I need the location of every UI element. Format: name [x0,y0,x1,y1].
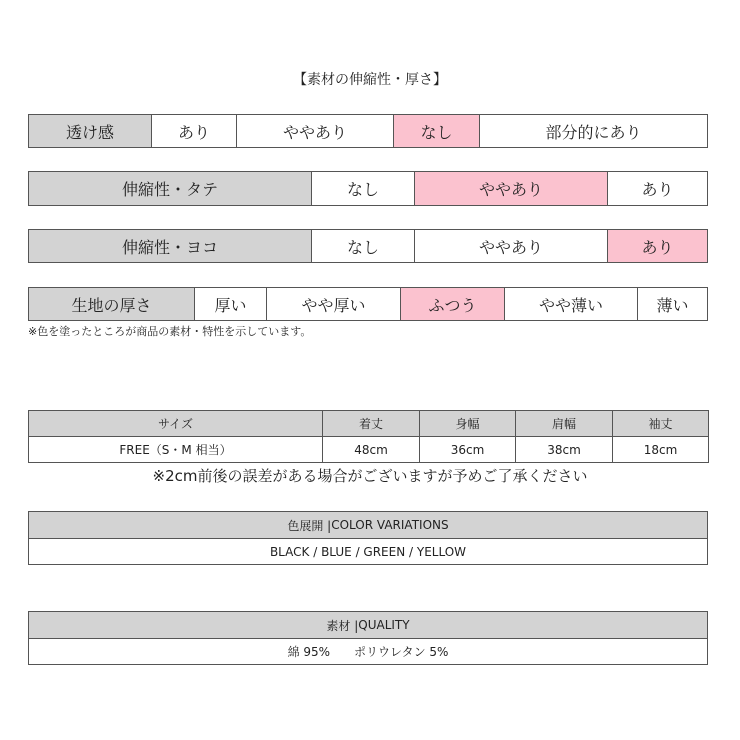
header-shoulder: 肩幅 [516,411,613,437]
option-cell: 厚い [194,288,266,320]
size-table-header-row [29,411,709,437]
cell-width: 36cm [420,437,516,463]
option-cell: やや厚い [266,288,400,320]
cell-size: FREE（S・M 相当） [29,437,323,463]
attribute-row-stretch-vertical [28,171,708,206]
color-variations-box [28,511,708,565]
row-label: 透け感 [29,115,151,147]
option-cell-selected: ふつう [400,288,504,320]
legend-note: ※色を塗ったところが商品の素材・特性を示しています。 [28,325,312,338]
quality-value: 綿 95% ポリウレタン 5% [29,639,707,664]
row-label: 生地の厚さ [29,288,194,320]
header-size: サイズ [29,411,323,437]
table-row [29,437,709,463]
option-cell: 部分的にあり [479,115,707,147]
size-tolerance-note: ※2cm前後の誤差がある場合がございますが予めご了承ください [152,467,588,485]
attribute-row-transparency [28,114,708,148]
attribute-row-stretch-horizontal [28,229,708,263]
option-cell: なし [311,230,414,262]
option-cell-selected: あり [607,230,707,262]
header-sleeve: 袖丈 [613,411,709,437]
quality-header [29,612,707,639]
quality-box [28,611,708,665]
color-variations-header [29,512,707,539]
color-header-label: COLOR VARIATIONS [331,518,449,532]
row-label: 伸縮性・ヨコ [29,230,311,262]
row-label: 伸縮性・タテ [29,172,311,205]
option-cell: ややあり [414,230,607,262]
option-cell: 薄い [637,288,707,320]
header-width: 身幅 [420,411,516,437]
option-cell: あり [151,115,236,147]
header-length: 着丈 [323,411,420,437]
cell-sleeve: 18cm [613,437,709,463]
cell-shoulder: 38cm [516,437,613,463]
quality-header-label: QUALITY [358,618,410,632]
option-cell-selected: ややあり [414,172,607,205]
section-title: 【素材の伸縮性・厚さ】 [293,72,447,88]
quality-header-prefix: 素材 | [326,618,359,633]
option-cell: なし [311,172,414,205]
color-variations-value: BLACK / BLUE / GREEN / YELLOW [29,539,707,564]
cell-length: 48cm [323,437,420,463]
size-table [28,410,709,463]
attribute-row-thickness [28,287,708,321]
option-cell-selected: なし [393,115,479,147]
option-cell: やや薄い [504,288,637,320]
color-header-prefix: 色展開 | [287,518,332,533]
option-cell: あり [607,172,707,205]
option-cell: ややあり [236,115,393,147]
